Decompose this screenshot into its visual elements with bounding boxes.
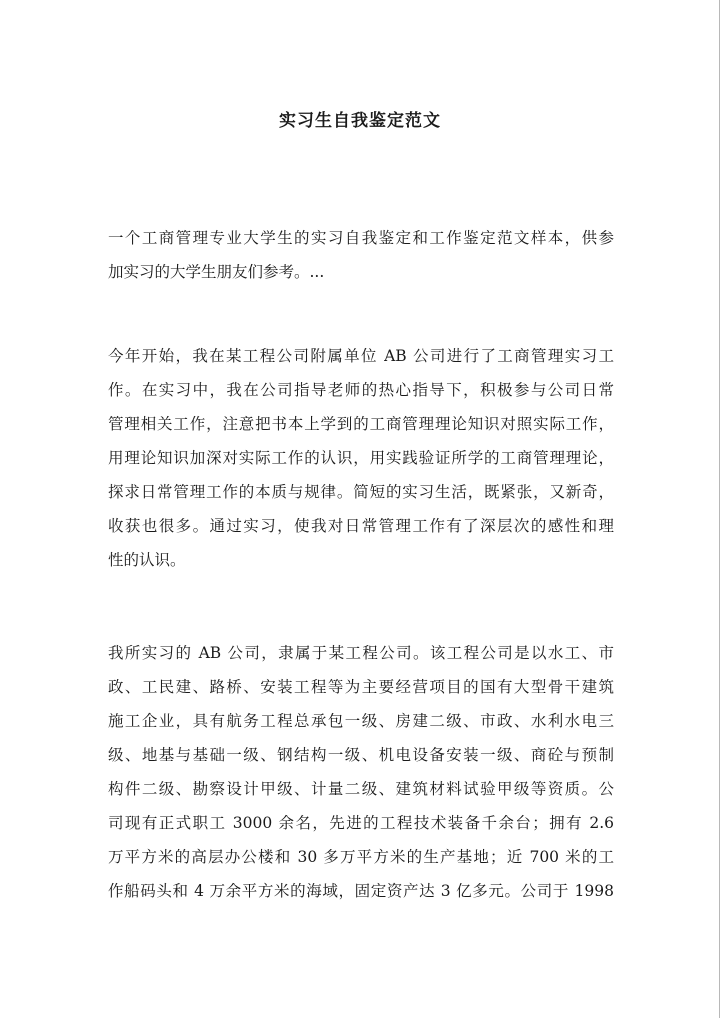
- paragraph-line: 万平方米的高层办公楼和 30 多万平方米的生产基地；近 700 米的工: [108, 848, 614, 866]
- paragraph-line: 级、地基与基础一级、钢结构一级、机电设备安装一级、商砼与预制: [108, 746, 614, 764]
- paragraph-line: 构件二级、勘察设计甲级、计量二级、建筑材料试验甲级等资质。公: [108, 780, 614, 798]
- paragraph-internship-summary: [108, 339, 614, 577]
- paragraph-line: 性的认识。: [108, 551, 186, 569]
- paragraph-company-profile: [108, 636, 614, 908]
- paragraph-line: 收获也很多。通过实习，使我对日常管理工作有了深层次的感性和理: [108, 517, 614, 535]
- paragraph-line: 管理相关工作，注意把书本上学到的工商管理理论知识对照实际工作，: [108, 415, 614, 433]
- paragraph-line: 司现有正式职工 3000 余名，先进的工程技术装备千余台；拥有 2.6: [108, 814, 614, 832]
- paragraph-line: 作。在实习中，我在公司指导老师的热心指导下，积极参与公司日常: [108, 381, 614, 399]
- paragraph-line: 我所实习的 AB 公司，隶属于某工程公司。该工程公司是以水工、市: [108, 644, 614, 662]
- paragraph-line: 作船码头和 4 万余平方米的海域，固定资产达 3 亿多元。公司于 1998: [108, 882, 614, 900]
- paragraph-line: 政、工民建、路桥、安装工程等为主要经营项目的国有大型骨干建筑: [108, 678, 614, 696]
- paragraph-line: 施工企业，具有航务工程总承包一级、房建二级、市政、水利水电三: [108, 712, 614, 730]
- document-title: 实习生自我鉴定范文: [279, 111, 441, 131]
- paragraph-intro: [108, 221, 614, 289]
- paragraph-line: 一个工商管理专业大学生的实习自我鉴定和工作鉴定范文样本，供参: [108, 229, 614, 247]
- paragraph-line: 探求日常管理工作的本质与规律。简短的实习生活，既紧张，又新奇，: [108, 483, 614, 501]
- paragraph-line: 用理论知识加深对实际工作的认识，用实践验证所学的工商管理理论，: [108, 449, 614, 467]
- paragraph-line: 加实习的大学生朋友们参考。...: [108, 263, 325, 281]
- paragraph-line: 今年开始，我在某工程公司附属单位 AB 公司进行了工商管理实习工: [108, 347, 614, 365]
